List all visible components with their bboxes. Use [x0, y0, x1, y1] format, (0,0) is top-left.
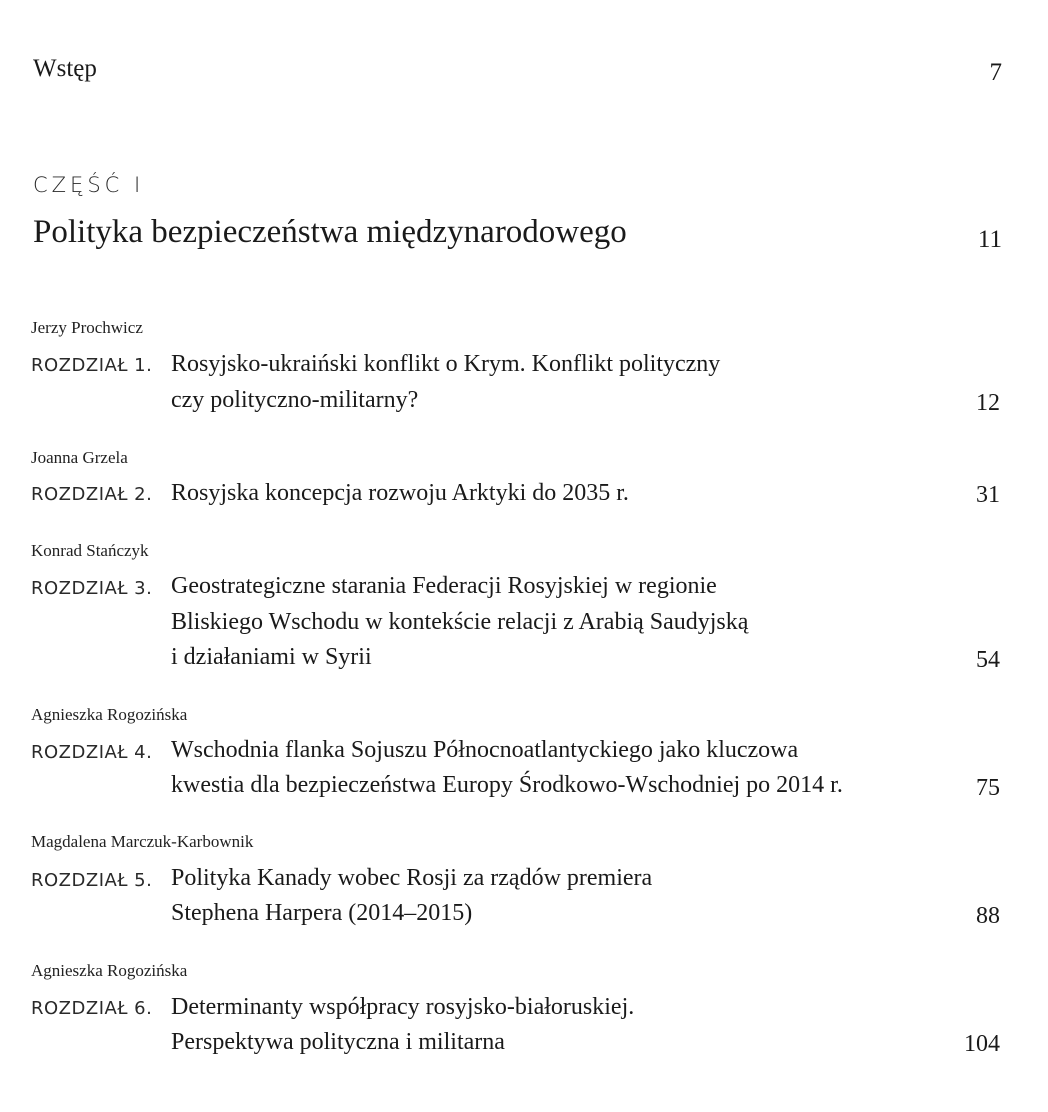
chapter-label: ROZDZIAŁ 6.: [31, 998, 153, 1019]
chapter-title-line: i działaniami w Syrii: [171, 644, 372, 670]
chapter-label: ROZDZIAŁ 1.: [31, 355, 153, 376]
intro-page-number: 7: [989, 59, 1002, 86]
chapter-author: Agnieszka Rogozińska: [31, 705, 188, 724]
chapter-author: Magdalena Marczuk-Karbownik: [31, 832, 254, 851]
chapter-page-number: 104: [964, 1031, 1000, 1057]
chapter-title-line: Stephena Harpera (2014–2015): [171, 900, 473, 926]
chapter-page-number: 88: [976, 903, 1000, 929]
chapter-label: ROZDZIAŁ 3.: [31, 578, 153, 599]
chapter-page-number: 54: [976, 647, 1000, 673]
chapter-title-line: Determinanty współpracy rosyjsko-białoruskiej.: [171, 994, 635, 1020]
chapter-author: Joanna Grzela: [31, 448, 128, 467]
chapter-title-line: Wschodnia flanka Sojuszu Północnoatlantyckiego jako kluczowa: [171, 737, 799, 763]
chapter-title-line: kwestia dla bezpieczeństwa Europy Środkowo-Wschodniej po 2014 r.: [171, 772, 843, 798]
part-label: CZĘŚĆ I: [33, 173, 145, 197]
chapter-author: Konrad Stańczyk: [31, 541, 149, 560]
part-title: Polityka bezpieczeństwa międzynarodowego: [33, 214, 627, 250]
chapter-page-number: 75: [976, 775, 1000, 801]
chapter-title-line: czy polityczno-militarny?: [171, 387, 419, 413]
chapter-label: ROZDZIAŁ 4.: [31, 742, 153, 763]
part-page-number: 11: [977, 226, 1002, 253]
chapter-title-line: Rosyjska koncepcja rozwoju Arktyki do 2035 r.: [171, 480, 629, 506]
chapter-title-line: Perspektywa polityczna i militarna: [171, 1029, 505, 1055]
chapter-title-line: Polityka Kanady wobec Rosji za rządów premiera: [171, 865, 653, 891]
intro-title: Wstęp: [33, 55, 97, 82]
chapter-author: Agnieszka Rogozińska: [31, 961, 188, 980]
chapter-page-number: 31: [976, 482, 1000, 508]
chapter-page-number: 12: [976, 390, 1000, 416]
chapter-title-line: Rosyjsko-ukraiński konflikt o Krym. Konflikt polityczny: [171, 351, 721, 377]
chapter-title-line: Bliskiego Wschodu w kontekście relacji z Arabią Saudyjską: [171, 609, 749, 635]
chapter-label: ROZDZIAŁ 5.: [31, 870, 153, 891]
chapter-label: ROZDZIAŁ 2.: [31, 484, 153, 505]
chapter-title-line: Geostrategiczne starania Federacji Rosyjskiej w regionie: [171, 573, 717, 599]
chapter-author: Jerzy Prochwicz: [31, 318, 143, 337]
